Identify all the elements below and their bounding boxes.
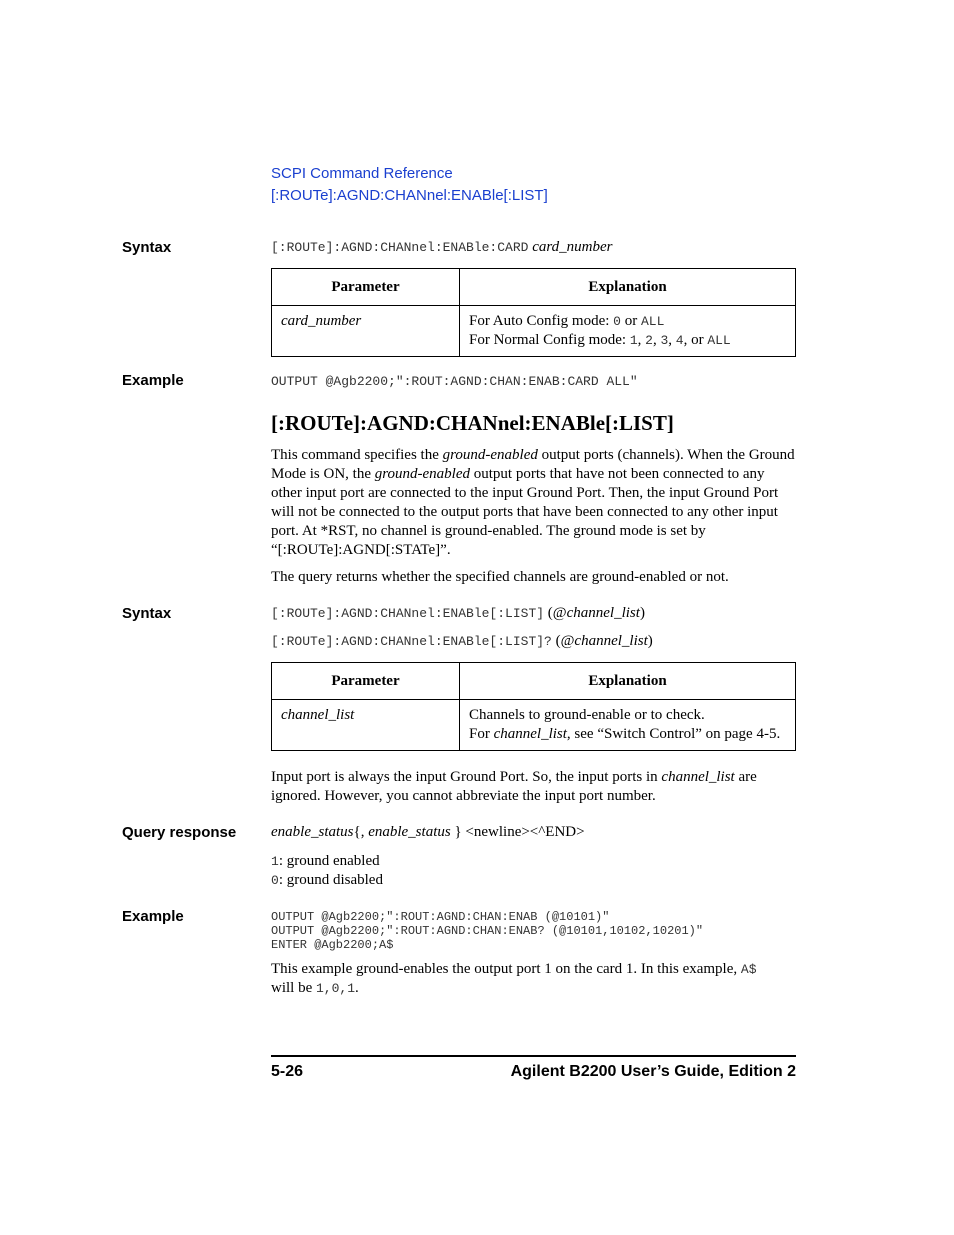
table-header-parameter: Parameter — [272, 269, 460, 306]
table-header-parameter: Parameter — [272, 663, 460, 700]
example-label: Example — [122, 372, 184, 389]
code-line: ENTER @Agb2200;A$ — [271, 938, 394, 952]
syntax-label: Syntax — [122, 239, 172, 256]
description-paragraph — [271, 446, 796, 560]
text: (@ — [555, 633, 575, 649]
input-port-note — [271, 768, 796, 806]
text: output ports that have not been connected to any other input port are connected to the input Ground Port. Then, the input Ground Port will not be connected to the output ports that have been connected to any other input port. At *RST, no channel is ground-enabled. The ground mode is set by “[:ROUTe]:AGND[:STATe]”. — [271, 466, 779, 558]
code-value: 1 — [271, 854, 279, 869]
text-italic: enable_status — [271, 824, 354, 840]
parameter-table-channel — [271, 662, 796, 751]
example-label: Example — [122, 908, 184, 925]
footer-title: Agilent B2200 User’s Guide, Edition 2 — [510, 1063, 796, 1080]
syntax-param: card_number — [532, 239, 613, 255]
table-cell-param: card_number — [272, 306, 460, 357]
text: (@ — [547, 605, 567, 621]
running-header-section: SCPI Command Reference — [271, 165, 453, 182]
text-italic: ground-enabled — [374, 466, 471, 482]
text-italic: channel_list — [661, 769, 735, 785]
text: : ground disabled — [278, 872, 383, 888]
value-enabled — [271, 852, 383, 871]
code-value: A$ — [740, 962, 757, 977]
parameter-table-card — [271, 268, 796, 357]
text: , or — [683, 332, 708, 348]
text: For Auto Config mode: — [469, 313, 614, 329]
table-cell-explanation — [460, 306, 796, 357]
syntax-code: [:ROUTe]:AGND:CHANnel:ENABle[:LIST] — [271, 606, 545, 621]
code-value: ALL — [640, 314, 665, 329]
text: or — [620, 313, 641, 329]
table-row — [272, 700, 796, 751]
syntax-label: Syntax — [122, 605, 172, 622]
code-value: ALL — [707, 333, 731, 348]
query-description: The query returns whether the specified channels are ground-enabled or not. — [271, 569, 729, 585]
footer-rule — [271, 1055, 796, 1057]
query-response-format — [271, 824, 585, 841]
text: Input port is always the input Ground Port. So, the input ports in — [271, 769, 662, 785]
code-value: 1,0,1 — [316, 981, 356, 996]
syntax-query-line — [271, 633, 653, 650]
text: This example ground-enables the output port 1 on the card 1. In this example, — [271, 961, 741, 977]
syntax-line — [271, 605, 645, 622]
text: , see “Switch Control” on page 4-5. — [566, 726, 781, 742]
code-value: 0 — [271, 873, 279, 888]
code-value: 2 — [645, 333, 653, 348]
running-header-command: [:ROUTe]:AGND:CHANnel:ENABle[:LIST] — [271, 187, 548, 204]
syntax-line — [271, 239, 612, 256]
table-cell-explanation — [460, 700, 796, 751]
explanation-line — [469, 725, 787, 744]
syntax-param: channel_list — [574, 633, 648, 649]
code-value: 4 — [675, 333, 684, 348]
text: This command specifies the — [271, 447, 443, 463]
table-cell-param: channel_list — [272, 700, 460, 751]
section-title: [:ROUTe]:AGND:CHANnel:ENABle[:LIST] — [271, 411, 674, 435]
text: will be — [271, 980, 316, 996]
table-row — [272, 306, 796, 357]
text: . — [355, 980, 359, 996]
text: For Normal Config mode: — [469, 332, 630, 348]
text: ) — [639, 605, 645, 621]
table-header-explanation: Explanation — [460, 663, 796, 700]
code-value: 1 — [629, 333, 638, 348]
text-italic: enable_status — [368, 824, 451, 840]
text: } <newline><^END> — [454, 824, 585, 840]
query-response-values — [271, 852, 383, 890]
text-italic: ground-enabled — [442, 447, 538, 463]
example-code-block — [271, 910, 703, 952]
code-line: OUTPUT @Agb2200;":ROUT:AGND:CHAN:ENAB? (@10101,10102,10201)" — [271, 924, 704, 938]
explanation-line-auto — [469, 312, 787, 331]
explanation-line: Channels to ground-enable or to check. — [469, 707, 705, 723]
example-code: OUTPUT @Agb2200;":ROUT:AGND:CHAN:ENAB:CARD ALL" — [271, 374, 638, 389]
text: For — [469, 726, 494, 742]
query-response-label: Query response — [122, 824, 237, 841]
value-disabled — [271, 871, 383, 890]
text: ) — [647, 633, 653, 649]
text: output ports (channels). When the Ground Mode is ON, the — [271, 447, 795, 482]
syntax-code: [:ROUTe]:AGND:CHANnel:ENABle[:LIST]? — [271, 634, 552, 649]
explanation-line-normal: For Normal Config mode: 1, 2, 3, 4, or ALL — [469, 332, 731, 348]
table-header-explanation: Explanation — [460, 269, 796, 306]
syntax-param: channel_list — [566, 605, 640, 621]
code-line: OUTPUT @Agb2200;":ROUT:AGND:CHAN:ENAB (@10101)" — [271, 910, 610, 924]
syntax-code: [:ROUTe]:AGND:CHANnel:ENABle:CARD — [271, 240, 529, 255]
text: are ignored. However, you cannot abbreviate the input port number. — [271, 769, 757, 804]
code-value: 0 — [613, 314, 621, 329]
example-description — [271, 960, 796, 998]
text: : ground enabled — [278, 853, 380, 869]
text-italic: channel_list — [493, 726, 567, 742]
page-number: 5-26 — [271, 1063, 304, 1080]
code-value: 3 — [660, 333, 669, 348]
text: {, — [353, 824, 369, 840]
